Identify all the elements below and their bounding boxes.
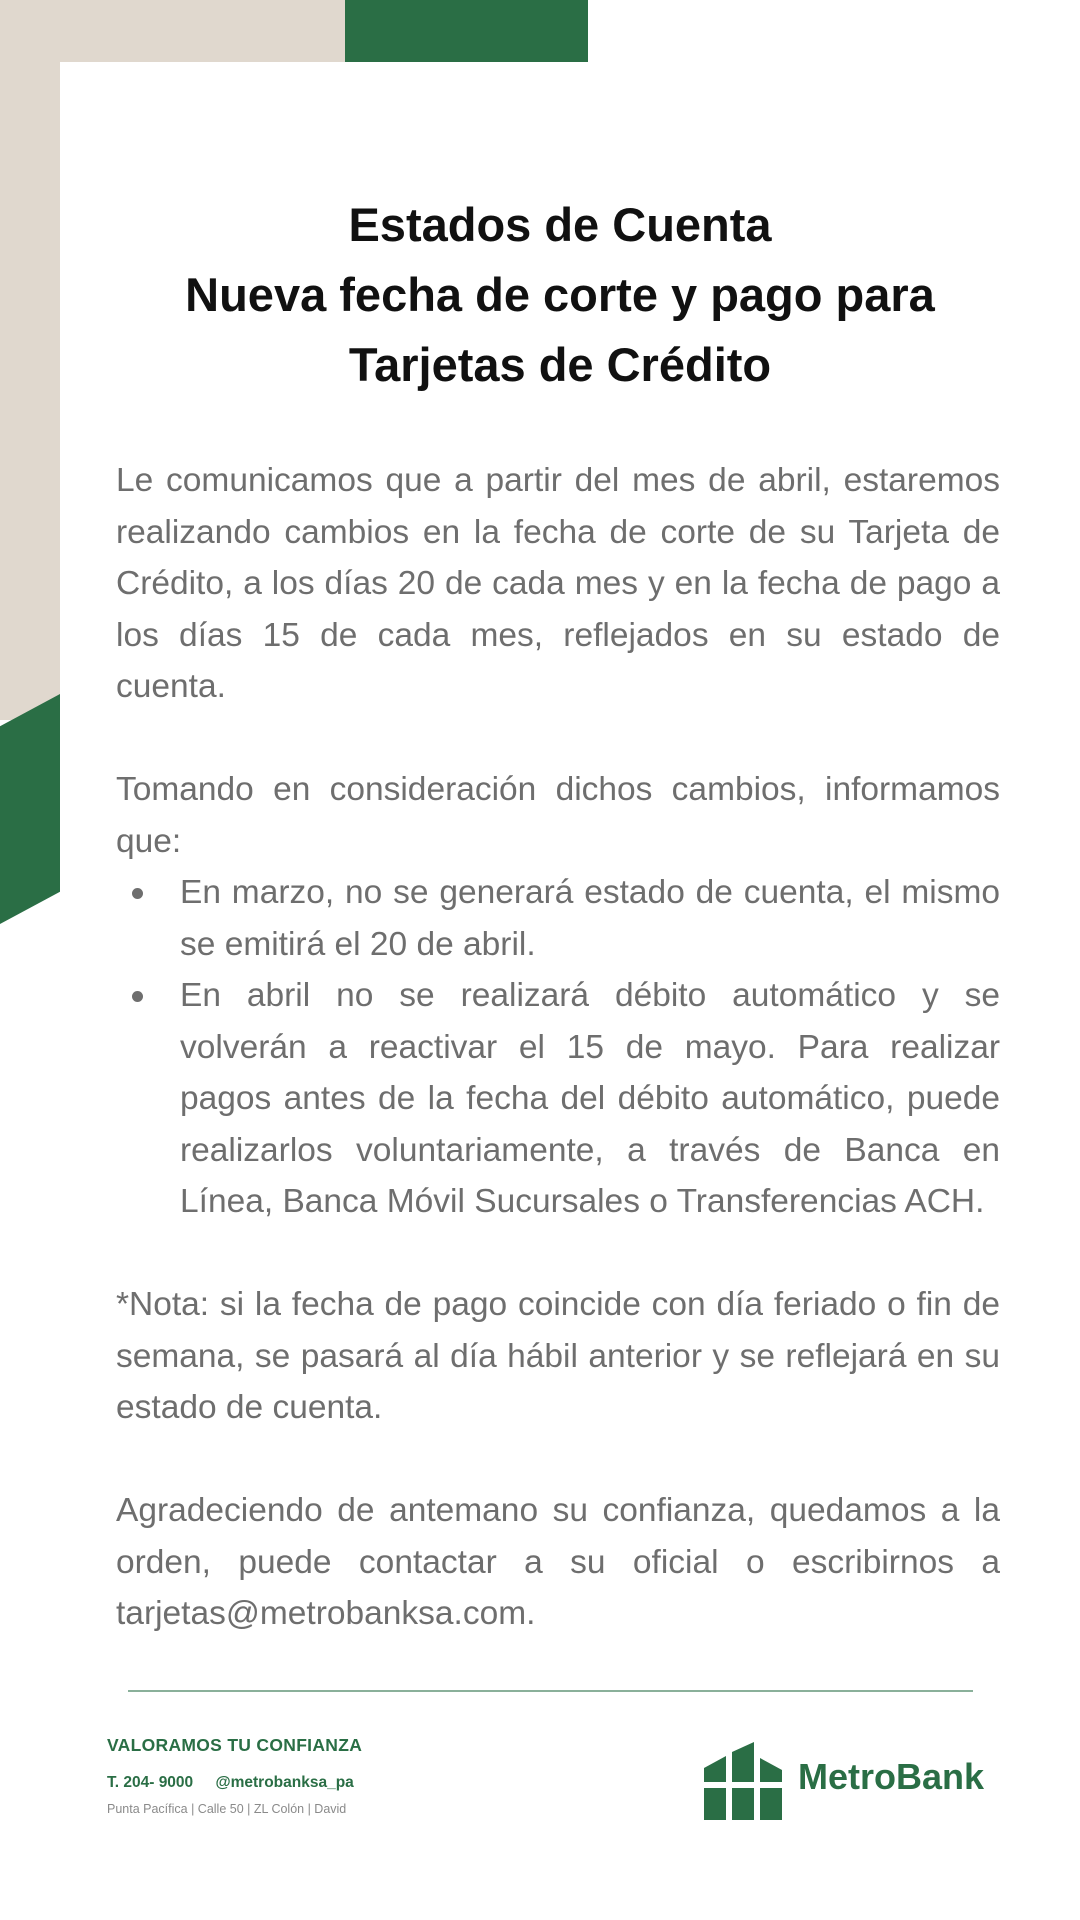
title-line-1: Estados de Cuenta — [348, 198, 772, 251]
metrobank-building-icon — [704, 1742, 784, 1820]
paragraph-intro: Le comunicamos que a partir del mes de abril, estaremos realizando cambios en la fecha de corte de su Tarjeta de Crédito, a los días 20 de cada mes y en la fecha de pago a los días 15 de cada mes, reflejados en su estado de cuenta. — [116, 462, 1000, 705]
title-line-3: Tarjetas de Crédito — [348, 338, 772, 391]
bullet-icon — [132, 991, 143, 1002]
paragraph-closing: Agradeciendo de antemano su confianza, quedamos a la orden, puede contactar a su oficial o escribirnos a tarjetas@metrobanksa.com. — [116, 1492, 1000, 1632]
list-item — [116, 970, 1000, 1228]
decorative-green-top-block — [345, 0, 588, 62]
footer-divider — [128, 1690, 973, 1692]
footer-info — [107, 1735, 362, 1816]
footer-social-handle[interactable]: @metrobanksa_pa — [215, 1774, 354, 1791]
bullet-text: En abril no se realizará débito automático y se volverán a reactivar el 15 de mayo. Para realizar pagos antes de la fecha del débito automático, puede realizarlos voluntariamente, a través de Banca en Línea, Banca Móvil Sucursales o Transferencias ACH. — [180, 977, 1000, 1220]
footer-branches: Punta Pacífica | Calle 50 | ZL Colón | David — [107, 1802, 347, 1816]
paragraph-note: *Nota: si la fecha de pago coincide con día feriado o fin de semana, se pasará al día hábil anterior y se reflejará en su estado de cuenta. — [116, 1286, 1000, 1426]
title-line-2: Nueva fecha de corte y pago para — [185, 268, 935, 321]
logo-wordmark: MetroBank — [798, 1756, 985, 1797]
footer-phone: T. 204- 9000 — [107, 1774, 194, 1791]
metrobank-logo — [704, 1742, 994, 1820]
bullet-icon — [132, 888, 143, 899]
bullet-text: En marzo, no se generará estado de cuenta, el mismo se emitirá el 20 de abril. — [180, 874, 1000, 963]
paragraph-consideration: Tomando en consideración dichos cambios, informamos que: — [116, 771, 1000, 860]
announcement-body — [116, 455, 1000, 1640]
list-item — [116, 867, 1000, 970]
decorative-green-side-block — [0, 694, 60, 924]
footer-contact — [107, 1774, 362, 1792]
footer-slogan: VALORAMOS TU CONFIANZA — [107, 1735, 363, 1755]
bullet-list — [116, 867, 1000, 1228]
page-title — [60, 190, 1060, 400]
